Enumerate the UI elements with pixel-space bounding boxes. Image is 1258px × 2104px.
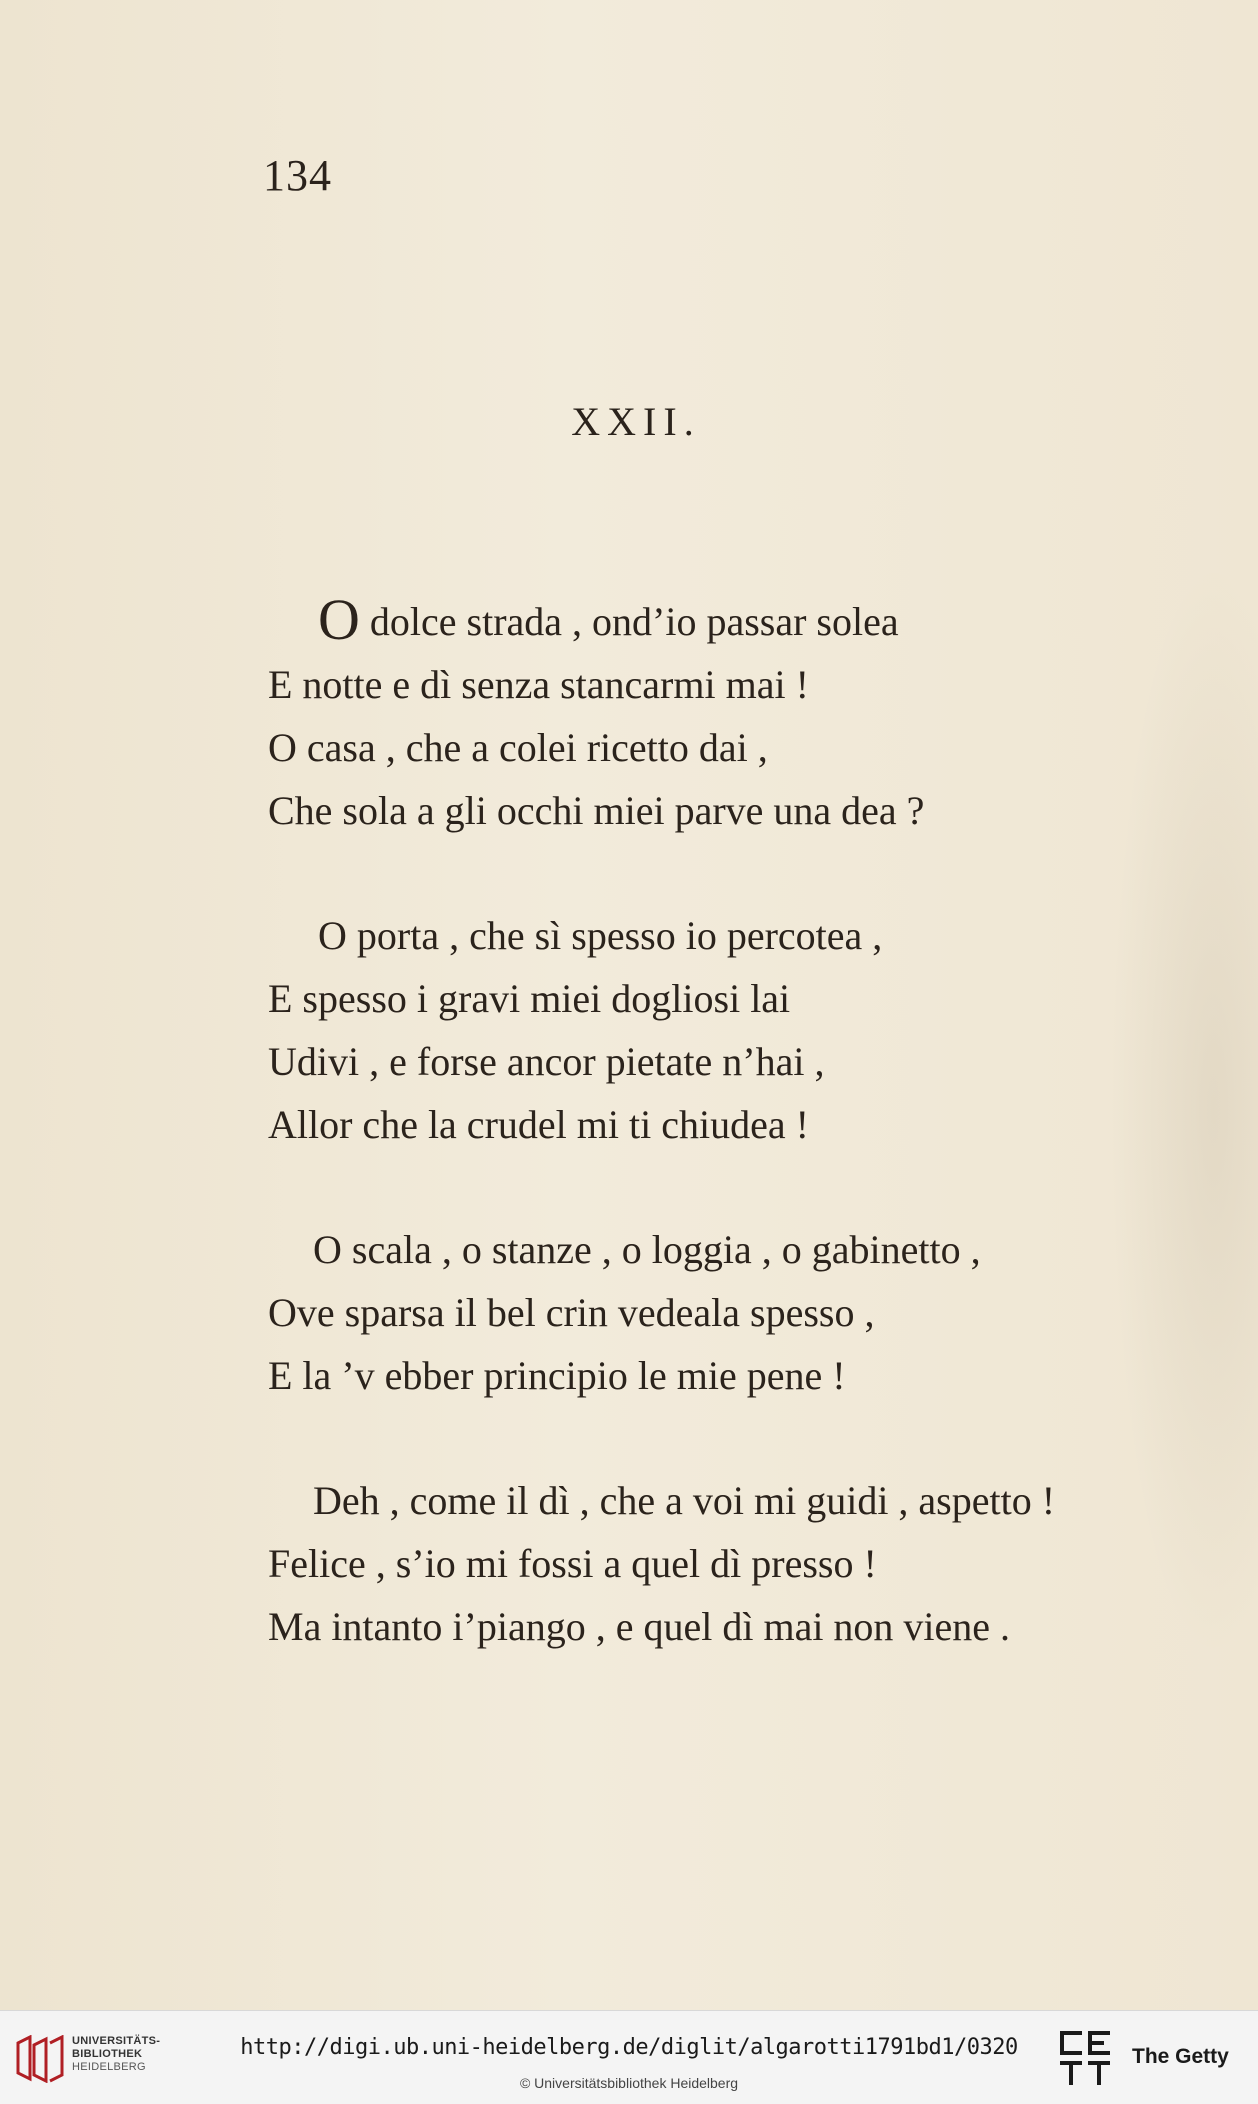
- permalink-url[interactable]: http://digi.ub.uni-heidelberg.de/diglit/algarotti1791bd1/0320: [240, 2035, 1018, 2060]
- poem-line: O porta , che sì spesso io percotea ,: [318, 913, 883, 958]
- poem-line: E la ’v ebber principio le mie pene !: [268, 1353, 846, 1398]
- page-number: 134: [263, 151, 332, 200]
- poem-line: Ma intanto i’piango , e quel dì mai non viene .: [268, 1604, 1011, 1649]
- poem-line: Udivi , e forse ancor pietate n’hai ,: [268, 1039, 825, 1084]
- getty-label: The Getty: [1132, 2045, 1229, 2068]
- drop-cap: O: [318, 587, 360, 652]
- section-title: XXII.: [571, 399, 701, 444]
- stanza-3: [268, 1218, 1198, 1407]
- poem-line: Ove sparsa il bel crin vedeala spesso ,: [268, 1290, 875, 1335]
- copyright-notice: © Universitätsbibliothek Heidelberg: [519, 2075, 739, 2091]
- poem-line: Allor che la crudel mi ti chiudea !: [268, 1102, 809, 1147]
- poem-line: [268, 587, 1198, 653]
- stanza-1: [268, 587, 1198, 842]
- footer-bar: [0, 2010, 1258, 2104]
- poem-line: Che sola a gli occhi miei parve una dea ?: [268, 788, 925, 833]
- library-name-line: HEIDELBERG: [72, 2061, 146, 2073]
- library-name-line: BIBLIOTHEK: [72, 2048, 143, 2060]
- poem-line: O casa , che a colei ricetto dai ,: [268, 725, 768, 770]
- poem-line-text: dolce strada , ond’io passar solea: [359, 599, 899, 644]
- poem-line: E spesso i gravi miei dogliosi lai: [268, 976, 791, 1021]
- library-name-line: UNIVERSITÄTS-: [72, 2035, 161, 2047]
- stanza-2: [268, 904, 1198, 1156]
- poem-line: Felice , s’io mi fossi a quel dì presso !: [268, 1541, 877, 1586]
- poem: [268, 587, 1198, 1720]
- poem-line: O scala , o stanze , o loggia , o gabinetto ,: [313, 1227, 981, 1272]
- poem-line: Deh , come il dì , che a voi mi guidi , aspetto !: [313, 1478, 1056, 1523]
- stanza-4: [268, 1469, 1198, 1658]
- getty-logo-icon: [1058, 2029, 1113, 2091]
- poem-line: E notte e dì senza stancarmi mai !: [268, 662, 809, 707]
